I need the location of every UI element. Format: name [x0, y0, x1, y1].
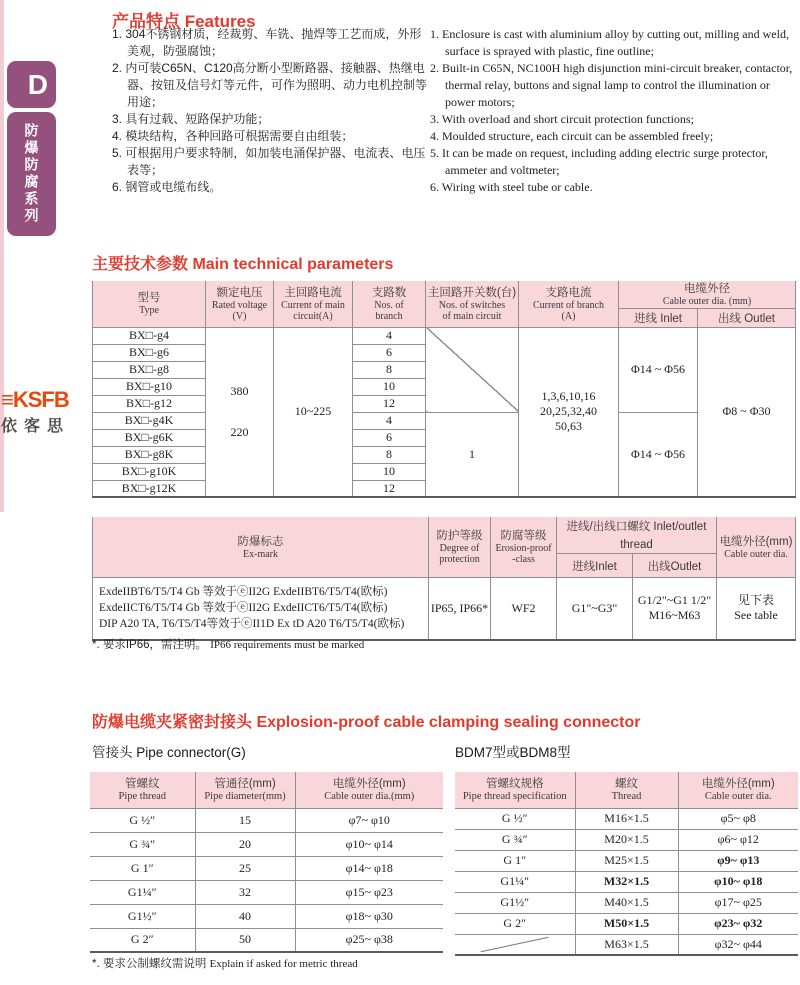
- outlet-cell: Φ8 ~ Φ30: [698, 327, 796, 497]
- switches-cell: 1: [426, 412, 519, 497]
- feature-en-item: 3. With overload and short circuit protection functions;: [430, 112, 694, 126]
- col-header-inlet: 进线 Inlet: [619, 308, 698, 327]
- col-header-branch-nos: 支路数 Nos. of branch: [353, 281, 426, 327]
- feature-cn-item: 1. 304不锈钢材质，经裁剪、车铣、抛焊等工艺而成，外形美观，防强腐蚀；: [112, 27, 422, 58]
- features-en-list: [430, 26, 796, 196]
- brand-logo-mark: ≡KSFB: [1, 387, 69, 412]
- branch-cell: 8: [353, 446, 426, 463]
- table-row: G ¾″ M20×1.5 φ6~ φ12: [455, 829, 798, 850]
- table-row: G 2″ 50 φ25~ φ38: [90, 928, 443, 952]
- col-header-bdm-cable-dia: 电缆外径(mm) Cable outer dia.: [678, 772, 798, 808]
- table-row: M63×1.5 φ32~ φ44: [455, 934, 798, 955]
- sidebar-tab-label: D: [27, 68, 48, 100]
- branch-cell: 10: [353, 378, 426, 395]
- connector-title: 防爆电缆夹紧密封接头 Explosion-proof cable clamping sealing connector: [92, 714, 641, 731]
- feature-en-item: 5. It can be made on request, including adding electric surge protector, ammeter and voltmeter;: [430, 146, 768, 177]
- table-row: G1¼″ M32×1.5 φ10~ φ18: [455, 871, 798, 892]
- bdm-subtitle: BDM7型或BDM8型: [455, 745, 571, 760]
- protection-cell: IP65, IP66*: [429, 578, 491, 640]
- branch-cell: 4: [353, 327, 426, 344]
- col-header-erosion: 防腐等级 Erosion-proof -class: [491, 517, 557, 578]
- feature-en-item: 2. Built-in C65N, NC100H high disjunction mini-circuit breaker, contactor, thermal relay, buttons and signal lamp to control the illumination or power motors;: [430, 61, 793, 109]
- table-row: G 1″ 25 φ14~ φ18: [90, 856, 443, 880]
- switches-na-cell: [426, 327, 519, 412]
- col-header-thread2: 螺纹 Thread: [575, 772, 678, 808]
- col-header-type: 型号 Type: [93, 281, 206, 327]
- features-cn-list: [112, 26, 430, 196]
- pipe-connector-subtitle: 管接头 Pipe connector(G): [92, 745, 246, 760]
- inlet-cell: Φ14 ~ Φ56: [619, 412, 698, 497]
- type-cell: BX□-g8K: [93, 446, 206, 463]
- outlet-thread-cell: G1/2"~G1 1/2" M16~M63: [633, 578, 717, 640]
- col-header-thread: 进线/出线口螺纹 Inlet/outlet thread: [557, 517, 717, 554]
- col-header-pipe-cable-dia: 电缆外径(mm) Cable outer dia.(mm): [295, 772, 443, 808]
- type-cell: BX□-g6: [93, 344, 206, 361]
- col-header-cable-dia: 电缆外径 Cable outer dia. (mm): [619, 281, 796, 308]
- feature-cn-item: 5. 可根据用户要求特制，如加装电涌保护器、电流表、电压表等；: [112, 146, 426, 177]
- table-row: [93, 327, 796, 344]
- branch-current-cell: 1,3,6,10,16 20,25,32,40 50,63: [519, 327, 619, 497]
- sidebar-tab-d: [7, 61, 56, 108]
- col-header-thread-outlet: 出线Outlet: [633, 554, 717, 578]
- exmark-table: [92, 517, 796, 641]
- col-header-protection: 防护等级 Degree of protection: [429, 517, 491, 578]
- col-header-pipe-thread: 管螺纹 Pipe thread: [90, 772, 195, 808]
- col-header-thread-spec: 管螺纹规格 Pipe thread specification: [455, 772, 575, 808]
- type-cell: BX□-g4K: [93, 412, 206, 429]
- col-header-main-current: 主回路电流 Current of main circuit(A): [274, 281, 353, 327]
- col-header-outlet: 出线 Outlet: [698, 308, 796, 327]
- type-cell: BX□-g6K: [93, 429, 206, 446]
- pipe-connector-table: [90, 772, 443, 953]
- na-slash-cell: [455, 934, 575, 955]
- features-title: 产品特点 Features: [112, 12, 256, 31]
- table-row: G1¼″ 32 φ15~ φ23: [90, 880, 443, 904]
- branch-cell: 6: [353, 344, 426, 361]
- main-params-table: [92, 281, 796, 498]
- ip66-note: *. 要求IP66，需注明。 IP66 requirements must be marked: [92, 639, 365, 651]
- brand-logo-name: 依客思: [1, 418, 71, 435]
- brand-logo: [1, 388, 89, 436]
- col-header-branch-current: 支路电流 Current of branch (A): [519, 281, 619, 327]
- branch-cell: 10: [353, 463, 426, 480]
- type-cell: BX□-g8: [93, 361, 206, 378]
- type-cell: BX□-g10: [93, 378, 206, 395]
- feature-en-item: 4. Moulded structure, each circuit can be assembled freely;: [430, 129, 714, 143]
- table-row: [93, 578, 796, 640]
- type-cell: BX□-g4: [93, 327, 206, 344]
- voltage-cell: 380 220: [206, 327, 274, 497]
- col-header-cable-dia2: 电缆外径(mm) Cable outer dia.: [717, 517, 796, 578]
- erosion-cell: WF2: [491, 578, 557, 640]
- inlet-thread-cell: G1"~G3": [557, 578, 633, 640]
- type-cell: BX□-g12: [93, 395, 206, 412]
- main-current-cell: 10~225: [274, 327, 353, 497]
- col-header-pipe-diameter: 管通径(mm) Pipe diameter(mm): [195, 772, 295, 808]
- feature-cn-item: 3. 具有过载、短路保护功能；: [112, 112, 270, 126]
- tech-params-title: 主要技术参数 Main technical parameters: [92, 256, 394, 273]
- col-header-thread-inlet: 进线Inlet: [557, 554, 633, 578]
- feature-en-item: 6. Wiring with steel tube or cable.: [430, 180, 593, 194]
- type-cell: BX□-g12K: [93, 480, 206, 497]
- feature-cn-item: 2. 内可装C65N、C120高分断小型断路器、接触器、热继电器、按钮及信号灯等元件，可作为照明、动力电机控制等用途；: [112, 61, 428, 109]
- table-row: [93, 412, 796, 429]
- branch-cell: 8: [353, 361, 426, 378]
- sidebar-series-box: [7, 112, 56, 236]
- table-row: G ¾″ 20 φ10~ φ14: [90, 832, 443, 856]
- inlet-cell: Φ14 ~ Φ56: [619, 327, 698, 412]
- slash-mark: [481, 937, 549, 952]
- feature-en-item: 1. Enclosure is cast with aluminium alloy by cutting out, milling and weld, surface is sprayed with plastic, fine outline;: [430, 27, 789, 58]
- feature-cn-item: 4. 模块结构，各种回路可根据需要自由组装；: [112, 129, 354, 143]
- type-cell: BX□-g10K: [93, 463, 206, 480]
- col-header-exmark: 防爆标志 Ex-mark: [93, 517, 429, 578]
- branch-cell: 6: [353, 429, 426, 446]
- branch-cell: 4: [353, 412, 426, 429]
- table-row: G 2″ M50×1.5 φ23~ φ32: [455, 913, 798, 934]
- exmark-cell: ExdeIIBT6/T5/T4 Gb 等效于ⓔII2G ExdeIIBT6/T5/T4(欧标) ExdeIICT6/T5/T4 Gb 等效于ⓔII2G ExdeIICT6/T5/T4(欧标) DIP A20 TA, T6/T5/T4等效于ⓔII1D Ex tD A20 T6/T5/T4(欧标): [93, 578, 429, 640]
- col-header-switches: 主回路开关数(台) Nos. of switches of main circuit: [426, 281, 519, 327]
- metric-thread-note: *. 要求公制螺纹需说明 Explain if asked for metric thread: [92, 958, 358, 970]
- table-row: G ½″ M16×1.5 φ5~ φ8: [455, 808, 798, 829]
- col-header-voltage: 额定电压 Rated voltage (V): [206, 281, 274, 327]
- table-row: G1½″ 40 φ18~ φ30: [90, 904, 443, 928]
- feature-cn-item: 6. 钢管或电缆布线。: [112, 180, 222, 194]
- table-row: G1½″ M40×1.5 φ17~ φ25: [455, 892, 798, 913]
- branch-cell: 12: [353, 395, 426, 412]
- bdm-table: [455, 772, 798, 956]
- table-row: G ½″ 15 φ7~ φ10: [90, 808, 443, 832]
- branch-cell: 12: [353, 480, 426, 497]
- sidebar-series-label: 防爆防腐系列: [23, 123, 40, 225]
- see-table-cell: 见下表 See table: [717, 578, 796, 640]
- table-row: G 1″ M25×1.5 φ9~ φ13: [455, 850, 798, 871]
